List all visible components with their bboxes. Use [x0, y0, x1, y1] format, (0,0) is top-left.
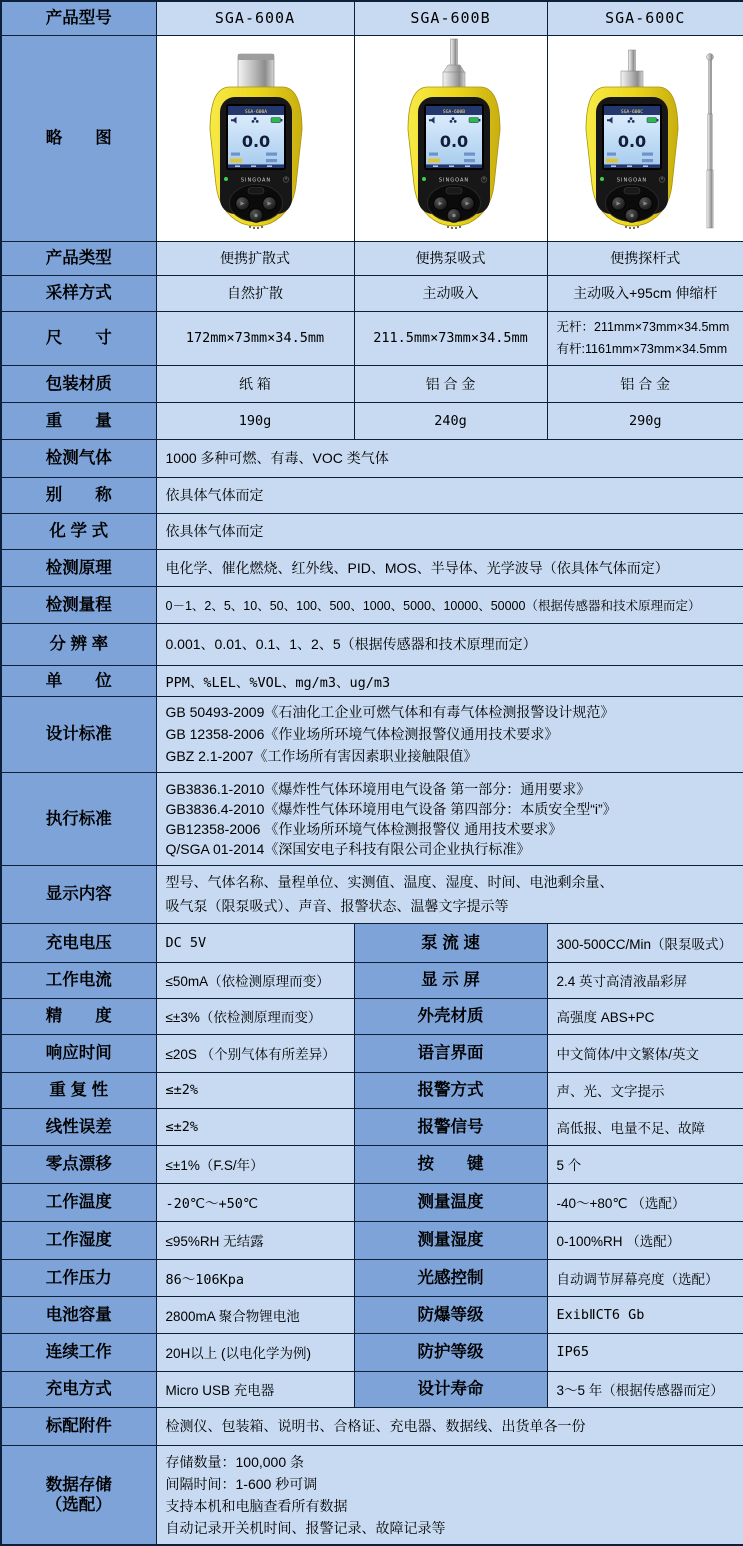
status-led: [224, 177, 228, 181]
cell-explosion-proof-grade: ExibⅡCT6 Gb: [547, 1296, 743, 1333]
cell-protection-grade: IP65: [547, 1333, 743, 1371]
row-label-detected-gas: 检测气体: [1, 439, 156, 477]
cell-detection-principle: 电化学、催化燃烧、红外线、PID、MOS、半导体、光学波导（依具体气体而定）: [156, 549, 743, 586]
row-label-repeatability: 重 复 性: [1, 1072, 156, 1108]
row-label-charging-voltage: 充电电压: [1, 923, 156, 962]
row-label-dimensions: 尺 寸: [1, 311, 156, 365]
text-line: GB3836.1-2010《爆炸性气体环境用电气设备 第一部分：通用要求》: [166, 779, 735, 799]
text-line: 间隔时间：1-600 秒可调: [166, 1473, 735, 1495]
row-label-unit: 单 位: [1, 665, 156, 696]
row-chemical-formula: [1, 513, 743, 549]
pump-probe: [443, 39, 465, 90]
cell-dimensions-1: 211.5mm×73mm×34.5mm: [354, 311, 547, 365]
header-label-product-model: 产品型号: [1, 1, 156, 35]
row-linearity-error-alarm-signal: [1, 1108, 743, 1145]
cell-light-sensing-control: 自动调节屏幕亮度（选配）: [547, 1259, 743, 1296]
brand-text: SINGOAN: [240, 177, 270, 183]
cell-packaging-material-0: 纸 箱: [156, 365, 354, 402]
cell-battery-capacity: 2800mA 聚合物锂电池: [156, 1296, 354, 1333]
cell-continuous-working: 20H以上 (以电化学为例): [156, 1333, 354, 1371]
cell-detection-range: 0－1、2、5、10、50、100、500、1000、5000、10000、50000（根据传感器和技术原理而定）: [156, 586, 743, 623]
row-resolution: [1, 623, 743, 665]
row-label-pump-flow-rate: 泵 流 速: [354, 923, 547, 962]
cell-repeatability: ≤±2%: [156, 1072, 354, 1108]
row-label-continuous-working: 连续工作: [1, 1333, 156, 1371]
text-line: 有杆:1161mm×73mm×34.5mm: [557, 338, 735, 360]
menu-button: [624, 187, 640, 194]
cell-sampling-method-2: 主动吸入+95cm 伸缩杆: [547, 275, 743, 311]
cell-resolution: 0.001、0.01、0.1、1、2、5（根据传感器和技术原理而定）: [156, 623, 743, 665]
row-label-resolution: 分 辨 率: [1, 623, 156, 665]
row-working-current-display-screen: [1, 962, 743, 998]
cell-alarm-signal: 高低报、电量不足、故障: [547, 1108, 743, 1145]
brand-text: SINGOAN: [438, 177, 468, 183]
row-working-humidity-measuring-humidity: [1, 1221, 743, 1259]
row-detection-principle: [1, 549, 743, 586]
cell-product-type-2: 便携探杆式: [547, 241, 743, 275]
text-line: 无杆：211mm×73mm×34.5mm: [557, 316, 735, 338]
screen-statusbar: [604, 164, 660, 168]
cell-data-storage: [156, 1445, 743, 1545]
row-label-sampling-method: 采样方式: [1, 275, 156, 311]
cell-display-content: [156, 865, 743, 923]
cell-chemical-formula: 依具体气体而定: [156, 513, 743, 549]
screen-model-text: SGA-600C: [620, 108, 642, 114]
cell-display-screen: 2.4 英寸高清液晶彩屏: [547, 962, 743, 998]
cell-weight-0: 190g: [156, 402, 354, 439]
row-label-measuring-temperature: 测量温度: [354, 1183, 547, 1221]
row-label-data-storage: [1, 1445, 156, 1545]
row-execution-standard: [1, 772, 743, 865]
speaker-holes: [447, 226, 461, 229]
row-label-working-current: 工作电流: [1, 962, 156, 998]
screen-model-text: SGA-600B: [442, 108, 464, 114]
status-led: [422, 177, 426, 181]
device-image-sga-600b: [354, 35, 547, 241]
cell-charging-method: Micro USB 充电器: [156, 1371, 354, 1407]
cell-charging-voltage: DC 5V: [156, 923, 354, 962]
cell-pump-flow-rate: 300-500CC/Min（限泵吸式）: [547, 923, 743, 962]
battery-icon: [469, 117, 480, 122]
row-charging-voltage-pump-flow-rate: [1, 923, 743, 962]
cell-weight-2: 290g: [547, 402, 743, 439]
text-line: 存储数量：100,000 条: [166, 1451, 735, 1473]
row-label-standard-accessories: 标配附件: [1, 1407, 156, 1445]
row-label-design-life: 设计寿命: [354, 1371, 547, 1407]
device-sketch: [157, 36, 354, 241]
row-label-charging-method: 充电方式: [1, 1371, 156, 1407]
row-label-working-temperature: 工作温度: [1, 1183, 156, 1221]
row-label-buttons: 按 键: [354, 1145, 547, 1183]
row-detected-gas: [1, 439, 743, 477]
row-accuracy-shell-material: [1, 998, 743, 1034]
status-led: [600, 177, 604, 181]
cell-measuring-temperature: -40～+80℃ （选配）: [547, 1183, 743, 1221]
text-line: 支持本机和电脑查看所有数据: [166, 1495, 735, 1517]
menu-button: [446, 187, 462, 194]
text-line: Q/SGA 01-2014《深国安电子科技有限公司企业执行标准》: [166, 839, 735, 859]
text-line: 自动记录开关机时间、报警记录、故障记录等: [166, 1517, 735, 1539]
row-sampling-method: [1, 275, 743, 311]
screen-reading: 0.0: [439, 132, 467, 151]
row-display-content: [1, 865, 743, 923]
text-line: GB12358-2006 《作业场所环境气体检测报警仪 通用技术要求》: [166, 819, 735, 839]
row-label-shell-material: 外壳材质: [354, 998, 547, 1034]
screen-model-text: SGA-600A: [244, 108, 266, 114]
row-label-protection-grade: 防护等级: [354, 1333, 547, 1371]
cell-packaging-material-2: 铝 合 金: [547, 365, 743, 402]
header-row: [1, 1, 743, 35]
speaker-holes: [249, 226, 263, 229]
screen-statusbar: [426, 164, 482, 168]
model-cell-sga-600c: SGA-600C: [547, 1, 743, 35]
menu-button: [248, 187, 264, 194]
row-label-sketch: 略 图: [1, 35, 156, 241]
device-sketch: [355, 36, 548, 241]
row-working-temperature-measuring-temperature: [1, 1183, 743, 1221]
sketch-row: [1, 35, 743, 241]
cell-weight-1: 240g: [354, 402, 547, 439]
row-label-weight: 重 量: [1, 402, 156, 439]
row-label-alarm-mode: 报警方式: [354, 1072, 547, 1108]
row-weight: [1, 402, 743, 439]
row-battery-capacity-explosion-proof-grade: [1, 1296, 743, 1333]
screen-statusbar: [228, 164, 284, 168]
row-detection-range: [1, 586, 743, 623]
cell-product-type-1: 便携泵吸式: [354, 241, 547, 275]
row-label-display-screen: 显 示 屏: [354, 962, 547, 998]
probe-inlet: [621, 50, 643, 89]
row-label-detection-principle: 检测原理: [1, 549, 156, 586]
cell-dimensions-2: [547, 311, 743, 365]
row-label-alias: 别 称: [1, 477, 156, 513]
text-line: （选配）: [4, 1495, 154, 1515]
device-image-sga-600c: [547, 35, 743, 241]
cell-unit: PPM、%LEL、%VOL、mg/m3、ug/m3: [156, 665, 743, 696]
row-zero-drift-buttons: [1, 1145, 743, 1183]
row-label-accuracy: 精 度: [1, 998, 156, 1034]
cell-sampling-method-0: 自然扩散: [156, 275, 354, 311]
row-label-product-type: 产品类型: [1, 241, 156, 275]
device-sketch: [548, 36, 743, 241]
row-label-zero-drift: 零点漂移: [1, 1145, 156, 1183]
power-icon: [283, 176, 289, 182]
cell-detected-gas: 1000 多种可燃、有毒、VOC 类气体: [156, 439, 743, 477]
row-standard-accessories: [1, 1407, 743, 1445]
cell-design-life: 3～5 年（根据传感器而定）: [547, 1371, 743, 1407]
row-charging-method-design-life: [1, 1371, 743, 1407]
cell-design-standard: [156, 696, 743, 772]
model-cell-sga-600b: SGA-600B: [354, 1, 547, 35]
cell-linearity-error: ≤±2%: [156, 1108, 354, 1145]
row-label-linearity-error: 线性误差: [1, 1108, 156, 1145]
cell-working-temperature: -20℃～+50℃: [156, 1183, 354, 1221]
row-product-type: [1, 241, 743, 275]
row-working-pressure-light-sensing-control: [1, 1259, 743, 1296]
cell-execution-standard: [156, 772, 743, 865]
sensor-cap: [238, 54, 274, 89]
row-alias: [1, 477, 743, 513]
text-line: GB3836.4-2010《爆炸性气体环境用电气设备 第四部分：本质安全型“i”》: [166, 799, 735, 819]
row-design-standard: [1, 696, 743, 772]
power-icon: [659, 176, 665, 182]
row-label-alarm-signal: 报警信号: [354, 1108, 547, 1145]
text-line: 吸气泵（限泵吸式）、声音、报警状态、温馨文字提示等: [166, 894, 735, 918]
row-label-packaging-material: 包装材质: [1, 365, 156, 402]
row-label-explosion-proof-grade: 防爆等级: [354, 1296, 547, 1333]
row-unit: [1, 665, 743, 696]
cell-response-time: ≤20S （个别气体有所差异）: [156, 1034, 354, 1072]
cell-dimensions-0: 172mm×73mm×34.5mm: [156, 311, 354, 365]
row-label-display-content: 显示内容: [1, 865, 156, 923]
battery-icon: [271, 117, 282, 122]
brand-text: SINGOAN: [616, 177, 646, 183]
row-repeatability-alarm-mode: [1, 1072, 743, 1108]
screen-reading: 0.0: [617, 132, 645, 151]
row-response-time-language-ui: [1, 1034, 743, 1072]
row-label-detection-range: 检测量程: [1, 586, 156, 623]
cell-working-pressure: 86～106Kpa: [156, 1259, 354, 1296]
row-label-chemical-formula: 化 学 式: [1, 513, 156, 549]
cell-zero-drift: ≤±1%（F.S/年）: [156, 1145, 354, 1183]
text-line: 数据存储: [4, 1475, 154, 1495]
cell-packaging-material-1: 铝 合 金: [354, 365, 547, 402]
cell-standard-accessories: 检测仪、包装箱、说明书、合格证、充电器、数据线、出货单各一份: [156, 1407, 743, 1445]
cell-measuring-humidity: 0-100%RH （选配）: [547, 1221, 743, 1259]
cell-product-type-0: 便携扩散式: [156, 241, 354, 275]
cell-alarm-mode: 声、光、文字提示: [547, 1072, 743, 1108]
text-line: GB 50493-2009《石油化工企业可燃气体和有毒气体检测报警设计规范》: [166, 701, 735, 723]
cell-language-ui: 中文简体/中文繁体/英文: [547, 1034, 743, 1072]
row-continuous-working-protection-grade: [1, 1333, 743, 1371]
screen-reading: 0.0: [241, 132, 269, 151]
row-label-light-sensing-control: 光感控制: [354, 1259, 547, 1296]
row-label-design-standard: 设计标准: [1, 696, 156, 772]
row-label-language-ui: 语言界面: [354, 1034, 547, 1072]
text-line: GBZ 2.1-2007《工作场所有害因素职业接触限值》: [166, 745, 735, 767]
row-label-working-pressure: 工作压力: [1, 1259, 156, 1296]
row-label-measuring-humidity: 测量湿度: [354, 1221, 547, 1259]
cell-shell-material: 高强度 ABS+PC: [547, 998, 743, 1034]
row-packaging-material: [1, 365, 743, 402]
row-label-execution-standard: 执行标准: [1, 772, 156, 865]
row-data-storage: [1, 1445, 743, 1545]
cell-buttons: 5 个: [547, 1145, 743, 1183]
cell-working-current: ≤50mA（依检测原理而变）: [156, 962, 354, 998]
row-dimensions: [1, 311, 743, 365]
telescopic-rod: [706, 53, 713, 227]
cell-sampling-method-1: 主动吸入: [354, 275, 547, 311]
device-image-sga-600a: [156, 35, 354, 241]
model-cell-sga-600a: SGA-600A: [156, 1, 354, 35]
row-label-working-humidity: 工作湿度: [1, 1221, 156, 1259]
speaker-holes: [625, 226, 639, 229]
row-label-response-time: 响应时间: [1, 1034, 156, 1072]
power-icon: [481, 176, 487, 182]
cell-working-humidity: ≤95%RH 无结露: [156, 1221, 354, 1259]
cell-alias: 依具体气体而定: [156, 477, 743, 513]
battery-icon: [647, 117, 658, 122]
cell-accuracy: ≤±3%（依检测原理而变）: [156, 998, 354, 1034]
text-line: 型号、气体名称、量程单位、实测值、温度、湿度、时间、电池剩余量、: [166, 870, 735, 894]
row-label-battery-capacity: 电池容量: [1, 1296, 156, 1333]
text-line: GB 12358-2006《作业场所环境气体检测报警仪通用技术要求》: [166, 723, 735, 745]
